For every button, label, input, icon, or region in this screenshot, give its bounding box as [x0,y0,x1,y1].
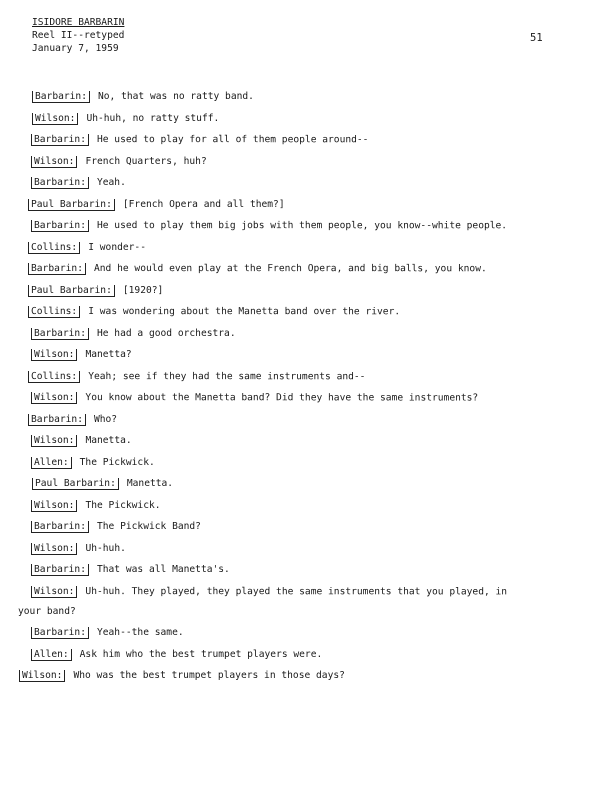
speaker-label: Collins: [28,306,80,318]
interview-date: January 7, 1959 [32,43,119,54]
utterance-text: He used to play for all of them people around-- [96,134,369,146]
utterance-text: [French Opera and all them?] [122,198,285,210]
utterance-text: Uh-huh. They played, they played the same instruments that you played, in [85,585,508,597]
transcript-line [31,155,207,168]
transcript-line [28,262,487,275]
utterance-text: Who was the best trumpet players in those days? [73,670,345,681]
transcript-line [28,305,400,318]
transcript-line [31,648,322,661]
utterance-text: Yeah; see if they had the same instruments and-- [88,370,366,382]
transcript-line [31,626,184,639]
speaker-label: Barbarin: [31,627,89,639]
utterance-text: He used to play them big jobs with them people, you know--white people. [96,220,508,232]
transcript-line [31,176,126,189]
speaker-label: Paul Barbarin: [32,478,119,490]
utterance-text: Manetta. [85,435,132,446]
utterance-text: Ask him who the best trumpet players were. [79,648,323,660]
utterance-text: The Pickwick. [79,456,155,468]
speaker-label: Wilson: [32,113,78,125]
utterance-text: French Quarters, huh? [85,155,207,167]
utterance-text: Uh-huh. [85,542,126,554]
speaker-label: Collins: [28,242,80,254]
transcript-line [31,133,368,146]
utterance-text: I wonder-- [88,241,146,253]
transcript-line [28,413,117,426]
utterance-text: And he would even play at the French Opera, and big balls, you know. [93,263,487,275]
utterance-text: Who? [93,413,118,425]
speaker-label: Collins: [28,371,80,383]
speaker-label: Barbarin: [31,564,89,576]
speaker-label: Barbarin: [31,328,89,340]
utterance-text: Uh-huh, no ratty stuff. [86,112,220,124]
utterance-text: Manetta. [126,478,174,489]
transcript-line-continuation: your band? [18,605,76,617]
transcript-line [31,542,126,555]
transcript-line [28,284,163,297]
speaker-label: Barbarin: [31,521,89,533]
transcript-line [28,241,146,254]
transcript-line [28,198,285,211]
speaker-label: Wilson: [31,435,77,447]
speaker-label: Wilson: [31,349,77,361]
speaker-label: Barbarin: [31,177,89,189]
transcript-line [31,348,132,361]
transcript-line [31,219,507,232]
transcript-line [31,456,155,469]
speaker-label: Barbarin: [31,220,89,232]
speaker-label: Wilson: [31,586,77,598]
speaker-label: Paul Barbarin: [28,199,115,211]
speaker-label: Barbarin: [28,414,86,426]
transcript-line [31,585,507,598]
speaker-label: Wilson: [31,392,77,404]
transcript-line [28,370,365,383]
speaker-label: Wilson: [19,670,65,682]
transcript-line [31,391,478,405]
reel-label: Reel II--retyped [32,30,125,41]
utterance-text: Yeah--the same. [96,627,184,638]
utterance-text: No, that was no ratty band. [97,91,254,102]
transcript-line [32,477,173,490]
utterance-text: That was all Manetta's. [96,564,230,575]
transcript-line [31,520,201,533]
transcript-line [31,434,132,447]
transcript-line [31,563,230,576]
utterance-text: [1920?] [122,284,164,296]
interviewee-name: ISIDORE BARBARIN [32,17,125,28]
page-number: 51 [530,32,543,44]
speaker-label: Wilson: [31,156,77,168]
transcript-line [19,669,345,682]
speaker-label: Barbarin: [32,91,90,103]
transcript-line [32,90,254,103]
speaker-label: Allen: [31,457,72,469]
utterance-text: Manetta? [85,349,132,360]
utterance-text: You know about the Manetta band? Did they have the same instruments? [85,392,479,404]
speaker-label: Wilson: [31,500,77,512]
utterance-text: The Pickwick Band? [96,521,201,532]
document-header [32,16,124,55]
transcript-line [31,327,236,340]
transcript-line [31,499,161,512]
speaker-label: Barbarin: [31,134,89,146]
utterance-text: Yeah. [96,177,126,188]
speaker-label: Barbarin: [28,263,86,275]
speaker-label: Wilson: [31,543,77,555]
speaker-label: Paul Barbarin: [28,285,115,297]
transcript-line [32,112,219,125]
utterance-text: The Pickwick. [85,499,161,511]
utterance-text: I was wondering about the Manetta band over the river. [88,306,401,318]
speaker-label: Allen: [31,649,72,661]
utterance-text: He had a good orchestra. [96,327,236,339]
